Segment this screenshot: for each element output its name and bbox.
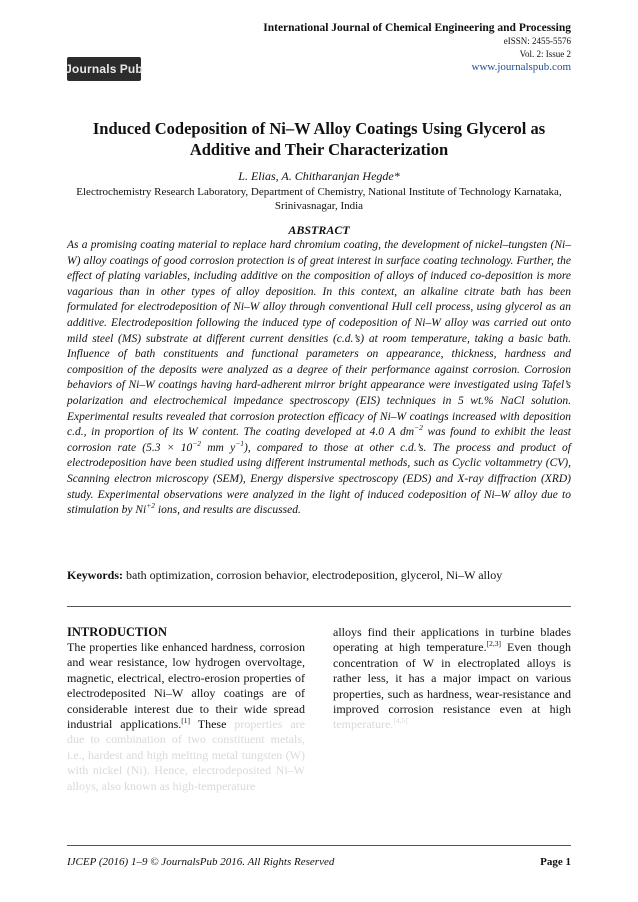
keywords-label: Keywords: xyxy=(67,568,123,582)
page-footer xyxy=(67,856,571,868)
affiliation-line-1: Electrochemistry Research Laboratory, Department of Chemistry, National Institute of Technology Karnataka, xyxy=(76,186,562,198)
journal-header xyxy=(241,22,571,74)
intro-paragraph-right: alloys find their applications in turbine blades operating at high temperature.[2,3] Even though concentration of W in electroplated alloys is rather less, it has a major impact on various properties, such as hardness, wear-resistance and improved corrosion resistance even at high temperature.[4,5] xyxy=(333,625,571,732)
section-divider-top xyxy=(67,606,571,607)
affiliation-line-2: Srinivasnagar, India xyxy=(274,200,364,212)
faded-text-right: temperature.[4,5] xyxy=(333,716,408,732)
journal-url-link[interactable]: www.journalspub.com xyxy=(471,61,571,73)
title-line-1: Induced Codeposition of Ni–W Alloy Coatings Using Glycerol as xyxy=(92,119,546,138)
paper-title xyxy=(67,118,571,160)
authors: L. Elias, A. Chitharanjan Hegde* xyxy=(238,169,400,183)
abstract-heading: ABSTRACT xyxy=(288,223,350,237)
introduction-heading: INTRODUCTION xyxy=(67,625,168,639)
title-line-2: Additive and Their Characterization xyxy=(189,140,449,159)
page-number: Page 1 xyxy=(540,856,571,868)
keywords-list: bath optimization, corrosion behavior, electrodeposition, glycerol, Ni–W alloy xyxy=(123,568,503,582)
intro-right-column xyxy=(333,625,571,733)
logo-text: Journals Pub xyxy=(65,62,143,76)
journal-name: International Journal of Chemical Engineering and Processing xyxy=(263,22,571,34)
eissn: eISSN: 2455-5576 xyxy=(503,36,571,46)
affiliation xyxy=(67,185,571,213)
keywords xyxy=(67,568,571,583)
footer-divider xyxy=(67,845,571,846)
footer-copyright: IJCEP (2016) 1–9 © JournalsPub 2016. All Rights Reserved xyxy=(67,856,335,868)
faded-text-left: properties are due to combination of two constituent metals, i.e., hardest and high melting metal tungsten (W) with nickel (Ni). Hence, electrodeposited Ni–W alloys, also known as high-temperature xyxy=(67,717,306,793)
journalspub-logo xyxy=(67,57,141,81)
intro-left-column xyxy=(67,625,305,794)
intro-paragraph-left: The properties like enhanced hardness, corrosion and wear resistance, low hydrogen overvoltage, magnetic, electrical, electro-erosion properties of electrodeposited Ni–W alloy coatings are of considerable interest due to their wide spread industrial applications.[1] These properties are due to combination of two constituent metals, i.e., hardest and high melting metal tungsten (W) with nickel (Ni). Hence, electrodeposited Ni–W alloys, also known as high-temperature xyxy=(67,640,306,793)
volume-issue: Vol. 2: Issue 2 xyxy=(519,49,571,59)
abstract-text: As a promising coating material to replace hard chromium coating, the development of nickel–tungsten (Ni–W) alloy coatings of good corrosion protection is of great interest in surface coating technology. Further, the effect of plating variables, including additive on the composition of alloys of induced co-deposition is more vagarious than in other types of alloy deposition. In this context, an alkaline citrate bath has been formulated for electrodeposition of Ni–W alloy through conventional Hull cell process, using glycerol as an additive. Electrodeposition following the induced type of codeposition of Ni–W alloy was carried out onto mild steel (MS) substrate at different current densities (c.d.’s) at room temperature, taking a basic bath. Influence of bath constituents and functional parameters on appearance, thickness, hardness and composition of the deposits were analyzed as a degree of their performance against corrosion. Corrosion behaviors of Ni–W coatings having hard-adherent mirror bright appearance were investigated using Tafel’s polarization and electrochemical impedance spectroscopy (EIS) techniques in 5 wt.% NaCl solution. Experimental results revealed that corrosion protection efficacy of Ni–W coatings increased with deposition c.d., in proportion of its W content. The coating developed at 4.0 A $dm^{-2}$ was found to exhibit the least corrosion rate ($5.3 \times 10^{-2}$ mm $y^{-1}$), compared to those at other c.d.’s. The process and product of electrodeposition have been studied using different instrumental methods, such as Cyclic voltammetry (CV), Scanning electron microscopy (SEM), Energy dispersive spectroscopy (EDS) and X-ray diffraction (XRD) study. Experimental observations were analyzed in the light of induced codeposition of Ni–W alloy due to stimulation by $Ni^{+2}$ ions, and results are discussed. xyxy=(67,239,571,517)
